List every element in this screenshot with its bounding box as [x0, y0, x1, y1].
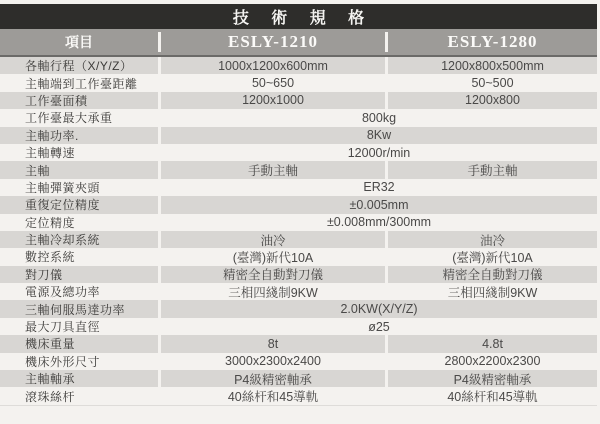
row-value-shared: 800kg: [158, 109, 597, 126]
row-label: 機床外形尺寸: [25, 354, 101, 369]
table-row: [0, 92, 597, 109]
row-label: 工作臺最大承重: [25, 111, 113, 126]
row-label: 定位精度: [25, 215, 76, 230]
row-value-esly1280: 4.8t: [385, 335, 597, 352]
row-value-shared: 12000r/min: [158, 144, 597, 161]
table-row: [0, 109, 597, 126]
table-row: [0, 370, 597, 387]
row-label: 主軸彈簧夾頭: [25, 180, 101, 195]
row-label: 主軸冷却系統: [25, 233, 101, 248]
row-label: 對刀儀: [25, 267, 63, 282]
row-label: 重復定位精度: [25, 198, 101, 213]
row-value-esly1210: 1000x1200x600mm: [158, 57, 385, 74]
row-value-esly1210: (臺灣)新代10A: [158, 248, 385, 265]
row-value-shared: 8Kw: [158, 127, 597, 144]
row-label: 最大刀具直徑: [25, 320, 101, 335]
row-value-esly1280: 1200x800: [385, 92, 597, 109]
table-row: [0, 300, 597, 317]
row-value-esly1210: 8t: [158, 335, 385, 352]
row-value-esly1280: 2800x2200x2300: [385, 353, 597, 370]
row-value-esly1280: 油冷: [385, 231, 597, 248]
title-bar: [0, 4, 597, 29]
table-header-row: [0, 29, 597, 57]
table-row: [0, 144, 597, 161]
row-value-shared: ER32: [158, 179, 597, 196]
row-label: 主軸: [25, 163, 51, 178]
row-value-esly1210: 手動主軸: [158, 161, 385, 178]
row-value-esly1280: 40絲杆和45導軌: [385, 387, 597, 404]
table-row: [0, 353, 597, 370]
row-value-esly1210: 三相四綫制9KW: [158, 283, 385, 300]
table-row: [0, 283, 597, 300]
spec-sheet-page: [0, 4, 600, 424]
row-value-shared: ±0.005mm: [158, 196, 597, 213]
row-value-esly1280: 1200x800x500mm: [385, 57, 597, 74]
header-model-esly1210: ESLY-1210: [158, 32, 385, 52]
row-value-shared: 2.0KW(X/Y/Z): [158, 300, 597, 317]
row-label: 電源及總功率: [25, 285, 101, 300]
table-row: [0, 214, 597, 231]
row-value-esly1210: 精密全自動對刀儀: [158, 266, 385, 283]
table-row: [0, 231, 597, 248]
row-value-esly1210: 40絲杆和45導軌: [158, 387, 385, 404]
row-value-esly1210: P4級精密軸承: [158, 370, 385, 387]
row-value-esly1210: 油冷: [158, 231, 385, 248]
row-label: 各軸行程（X/Y/Z）: [25, 59, 133, 74]
table-row: [0, 335, 597, 352]
row-value-esly1280: 手動主軸: [385, 161, 597, 178]
row-label: 主軸功率.: [25, 128, 79, 143]
row-value-esly1210: 50~650: [158, 74, 385, 91]
row-value-esly1280: 精密全自動對刀儀: [385, 266, 597, 283]
spec-table: [0, 4, 597, 406]
row-value-esly1280: 50~500: [385, 74, 597, 91]
table-row: [0, 179, 597, 196]
row-label: 機床重量: [25, 337, 76, 352]
row-label: 工作臺面積: [25, 93, 88, 108]
row-value-esly1210: 3000x2300x2400: [158, 353, 385, 370]
table-row: [0, 74, 597, 91]
row-value-shared: ±0.008mm/300mm: [158, 214, 597, 231]
row-value-esly1210: 1200x1000: [158, 92, 385, 109]
table-row: [0, 127, 597, 144]
row-value-esly1280: (臺灣)新代10A: [385, 248, 597, 265]
table-row: [0, 196, 597, 213]
table-row: [0, 387, 597, 404]
spec-table-body: [0, 57, 597, 406]
table-row: [0, 266, 597, 283]
table-row: [0, 57, 597, 74]
row-value-esly1280: 三相四綫制9KW: [385, 283, 597, 300]
table-row: [0, 318, 597, 335]
header-model-esly1280: ESLY-1280: [385, 32, 597, 52]
header-item-column: 項目: [65, 34, 93, 50]
row-label: 滾珠絲杆: [25, 389, 76, 404]
page-title: 技 術 規 格: [232, 10, 374, 27]
row-label: 三軸伺服馬達功率: [25, 302, 126, 317]
row-label: 主軸端到工作臺距離: [25, 76, 138, 91]
row-value-esly1280: P4級精密軸承: [385, 370, 597, 387]
row-label: 數控系統: [25, 250, 76, 265]
row-value-shared: ø25: [158, 318, 597, 335]
row-label: 主軸軸承: [25, 372, 76, 387]
table-row: [0, 248, 597, 265]
row-label: 主軸轉速: [25, 146, 76, 161]
table-row: [0, 161, 597, 178]
